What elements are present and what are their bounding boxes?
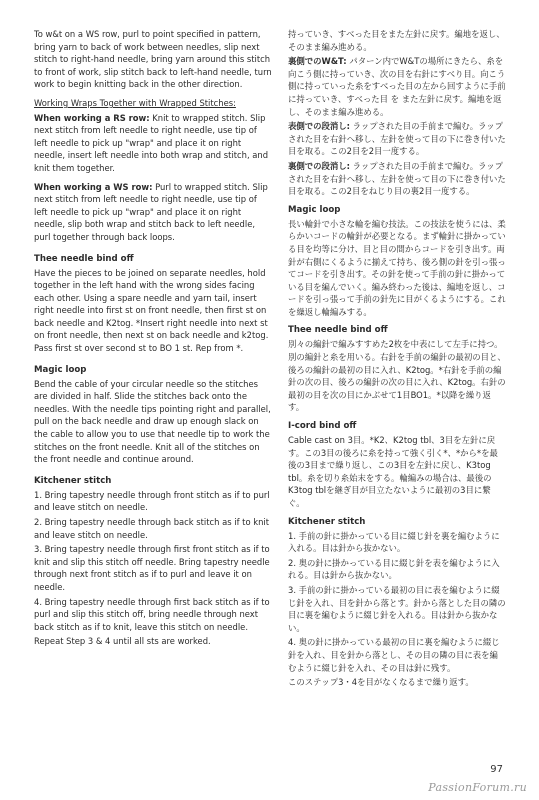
ws-row-text: Purl to wrapped stitch. Slip next stitch from left needle to right needle, use tip of left needle to pick up "wrap" and place it on right needle, slip both wrap and stitch back to left needle, purl together through back loops. (34, 181, 268, 242)
jp-wt-paragraph (288, 55, 506, 118)
ws-row-label: When working a WS row: (34, 181, 153, 192)
rs-row-text: Knit to wrapped stitch. Slip next stitch from left needle to right needle, use tip of left needle to pick up "wrap" and place it on right needle, insert left needle into both wrap and stitch, and knit them together. (34, 112, 269, 173)
jp-icord-heading: I-cord bind off (288, 421, 357, 432)
jp-kitchener-step-3: 3. 手前の針に掛かっている最初の目に表を編むように綴じ針を入れ、目を針から落とす。針から落とした目の隣の目に裏を編むように綴じ針を入れる。目は針から抜かない。 (288, 584, 506, 633)
working-wraps-heading-text: Working Wraps Together with Wrapped Stitches: (34, 97, 236, 108)
jp-kitchener-step-2: 2. 奥の針に掛かっている目に綴じ針を表を編むように入れる。目は針から抜かない。 (288, 557, 500, 581)
jp-front-text: ラップされた目の手前まで編む。ラップされた目を右針へ移し、左針を使って目の下に巻き付いた目を取る。この2目を2目一度する。 (288, 121, 506, 157)
jp-back-text: ラップされた目の手前まで編む。ラップされた目を右針へ移し、左針を使って目の下に巻き付いた目を取る。この2目をねじり目の裏2目一度する。 (288, 160, 506, 197)
three-needle-paragraph: Have the pieces to be joined on separate needles, hold together in the left hand with the wrong sides facing each other. Using a spare needle and yarn tail, insert right needle into first st on front needle, then first st on back needle and K2tog. *Insert right needle into next st on front needle, then next st on back needle and k2tog. Pass first st over second st to BO 1 st. Rep from *. (34, 267, 269, 354)
working-wraps-heading (34, 97, 272, 110)
jp-wt-label: 裏側でのW&T: (288, 56, 347, 67)
jp-three-needle-paragraph: 別々の編針で編みすすめた2枚を中表にして左手に持つ。別の編針と糸を用いる。右針を手前の編針の最初の目と、後ろの編針の最初の目に入れ、K2tog。*右針を手前の編針の次の目、後ろの編針の次の目に入れ、K2tog。右針の最初の目を次の目にかぶせて1目BO1。*以降を繰り返す。 (288, 339, 506, 413)
three-needle-heading: Thee needle bind off (34, 253, 134, 264)
site-watermark: PassionForum.ru (428, 781, 527, 794)
kitchener-heading: Kitchener stitch (34, 475, 112, 486)
magic-loop-heading: Magic loop (34, 364, 87, 375)
jp-intro-paragraph: 持っていき、すべった目をまた左針に戻す。編地を返し、そのまま編み進める。 (288, 29, 505, 52)
kitchener-repeat: Repeat Step 3 & 4 until all sts are worked. (34, 636, 211, 647)
jp-kitchener-heading: Kitchener stitch (288, 516, 366, 527)
jp-three-needle-heading: Thee needle bind off (288, 325, 388, 336)
rs-row-label: When working a RS row: (34, 112, 150, 123)
japanese-column (288, 28, 506, 691)
jp-back-paragraph (288, 160, 506, 198)
jp-magic-loop-heading: Magic loop (288, 204, 341, 215)
jp-icord-paragraph: Cable cast on 3目。*K2、K2tog tbl、3目を左針に戻す。この3目の後ろに糸を持って強く引く*、*から*を最後の3目まで繰り返し、この3目を左針に戻し、K3tog tbl。糸を切り糸始末をする。輪編みの場合は、最後のK3tog tblを継ぎ目が目立たないように最初の3目に繋ぐ。 (288, 435, 498, 508)
jp-magic-loop-paragraph: 長い輪針で小さな輪を編む技法。この技法を使うには、柔らかいコードの輪針が必要となる。まず輪針に掛かっている目を均等に分け、目と目の間からコードを引き出す。両針が右側にくるように揃えて持ち、後ろ側の針を引っ張ってコードを引き出す。その針を使って手前の針に掛かっている目を編んでいく。編み終わった後は、編地を返し、コードを引っ張って手前の針先に目がくるようにする。これを繰返し輪編みする。 (288, 218, 506, 317)
wt-intro-paragraph: To w&t on a WS row, purl to point specified in pattern, bring yarn to back of work between needles, slip next stitch to right-hand needle, bring yarn around this stitch to front of work, slip stitch back to left-hand needle, turn work to begin knitting back in the other direction. (34, 29, 272, 90)
jp-kitchener-step-4: 4. 奥の針に掛かっている最初の目に裏を編むように綴じ針を入れ、目を針から落とし、その目の隣の目に表を編むように綴じ針を入れ、その目は針に残す。 (288, 637, 500, 673)
page-number: 97 (490, 764, 503, 775)
kitchener-step-2: 2. Bring tapestry needle through back stitch as if to knit and leave stitch on needle. (34, 517, 270, 540)
kitchener-step-4: 4. Bring tapestry needle through first back stitch as if to purl and slip this stitch off, bring needle through next back stitch as if to knit, leave this stitch on needle. (34, 596, 270, 632)
jp-back-label: 裏側での段消し: (288, 160, 350, 171)
jp-front-paragraph (288, 120, 506, 158)
magic-loop-paragraph: Bend the cable of your circular needle so the stitches are divided in half. Slide the stitches back onto the needles. With the needle tips pointing right and parallel, pull on the back needle and draw up enough slack on the cable to allow you to use that needle tip to work the stitches on the front needle. Knit all of the stitches on the front needle and continue around. (34, 378, 271, 465)
kitchener-step-1: 1. Bring tapestry needle through front stitch as if to purl and leave stitch on needle. (34, 489, 270, 513)
jp-kitchener-repeat: このステップ3・4を目がなくなるまで繰り返す。 (288, 677, 474, 688)
rs-row-paragraph (34, 112, 272, 175)
jp-front-label: 表側での段消し: (288, 121, 350, 132)
ws-row-paragraph (34, 181, 272, 244)
jp-wt-text: パターン内でW&Tの場所にきたら、糸を向こう側に持っていき、次の目を右針にすべり目。向こう側に持っていった糸をすべった目の左から回すように手前に持っていき、すべった目 を また左針に戻す。編地を返し、そのまま編み進める。 (288, 56, 506, 117)
kitchener-step-3: 3. Bring tapestry needle through first front stitch as if to knit and slip this stitch off needle. Bring tapestry needle through next front stitch as if to purl and leave it on needle. (34, 544, 270, 592)
english-column (34, 28, 272, 650)
jp-kitchener-step-1: 1. 手前の針に掛かっている目に綴じ針を裏を編むように入れる。目は針から抜かない。 (288, 530, 500, 554)
